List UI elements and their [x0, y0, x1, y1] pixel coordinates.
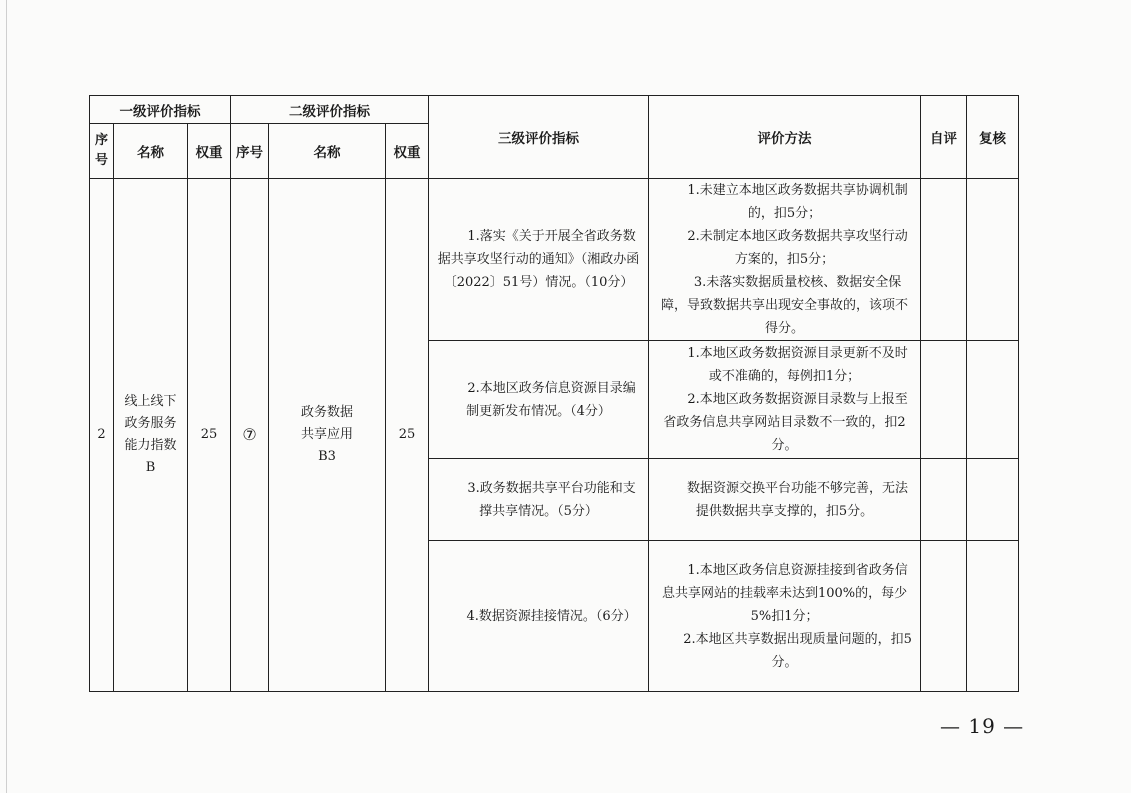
header-seq-text: 序号 [95, 133, 109, 168]
level1-name-line: 能力指数 [124, 438, 177, 453]
header-level1: 一级评价指标 [90, 96, 231, 124]
indicator-cell [429, 541, 649, 692]
header-seq [90, 124, 114, 179]
level2-name-line: 共享应用 [301, 427, 354, 442]
method-cell [649, 179, 921, 341]
evaluation-table [89, 95, 1019, 692]
indicator-text: 3.政务数据共享平台功能和支撑共享情况。（5分） [467, 480, 636, 519]
page-number: — 19 — [940, 714, 1025, 738]
header-name: 名称 [114, 124, 188, 179]
indicator-cell [429, 341, 649, 459]
header-seq2: 序号 [231, 124, 269, 179]
level2-name [269, 179, 386, 692]
header-name2: 名称 [269, 124, 386, 179]
review-cell[interactable] [967, 459, 1019, 541]
self-eval-cell[interactable] [921, 459, 967, 541]
method-item: 2.未制定本地区政务数据共享攻坚行动方案的，扣5分； [687, 229, 908, 267]
header-level2: 二级评价指标 [231, 96, 429, 124]
indicator-text: 1.落实《关于开展全省政务数据共享攻坚行动的通知》（湘政办函〔2022〕51号）情况。（10分） [437, 229, 640, 290]
review-cell[interactable] [967, 341, 1019, 459]
review-cell[interactable] [967, 179, 1019, 341]
method-item: 2.本地区政务数据资源目录数与上报至省政务信息共享网站目录数不一致的，扣2分。 [663, 392, 908, 453]
method-cell [649, 541, 921, 692]
level1-name-line: 政务服务 [124, 416, 177, 431]
level1-weight: 25 [188, 179, 231, 692]
method-item: 2.本地区共享数据出现质量问题的，扣5分。 [683, 631, 912, 670]
level1-seq: 2 [90, 179, 114, 692]
level1-name-line: B [145, 460, 156, 475]
level2-name-line: 政务数据 [301, 405, 354, 420]
level2-name-line: B3 [318, 449, 336, 464]
table-row [90, 179, 1019, 341]
indicator-text: 2.本地区政务信息资源目录编制更新发布情况。（4分） [466, 380, 636, 419]
header-level3: 三级评价指标 [429, 96, 649, 179]
self-eval-cell[interactable] [921, 179, 967, 341]
method-cell [649, 459, 921, 541]
header-row-1 [90, 96, 1019, 124]
level2-seq: ⑦ [231, 179, 269, 692]
method-item: 数据资源交换平台功能不够完善，无法提供数据共享支撑的，扣5分。 [687, 480, 909, 519]
method-item: 1.本地区政务信息资源挂接到省政务信息共享网站的挂载率未达到100%的，每少5%扣1分； [661, 562, 908, 624]
level1-name [114, 179, 188, 692]
review-cell[interactable] [967, 541, 1019, 692]
method-item: 1.本地区政务数据资源目录更新不及时或不准确的，每例扣1分； [687, 346, 908, 384]
header-method: 评价方法 [649, 96, 921, 179]
indicator-cell [429, 459, 649, 541]
header-weight2: 权重 [386, 124, 429, 179]
header-self-eval: 自评 [921, 96, 967, 179]
method-cell [649, 341, 921, 459]
header-weight: 权重 [188, 124, 231, 179]
level1-name-line: 线上线下 [124, 394, 177, 409]
indicator-cell [429, 179, 649, 341]
self-eval-cell[interactable] [921, 541, 967, 692]
header-review: 复核 [967, 96, 1019, 179]
level2-weight: 25 [386, 179, 429, 692]
indicator-text: 4.数据资源挂接情况。（6分） [466, 608, 637, 624]
method-item: 3.未落实数据质量校核、数据安全保障，导致数据共享出现安全事故的，该项不得分。 [661, 275, 909, 336]
method-item: 1.未建立本地区政务数据共享协调机制的，扣5分； [687, 183, 908, 221]
self-eval-cell[interactable] [921, 341, 967, 459]
page-edge-line [6, 0, 7, 793]
